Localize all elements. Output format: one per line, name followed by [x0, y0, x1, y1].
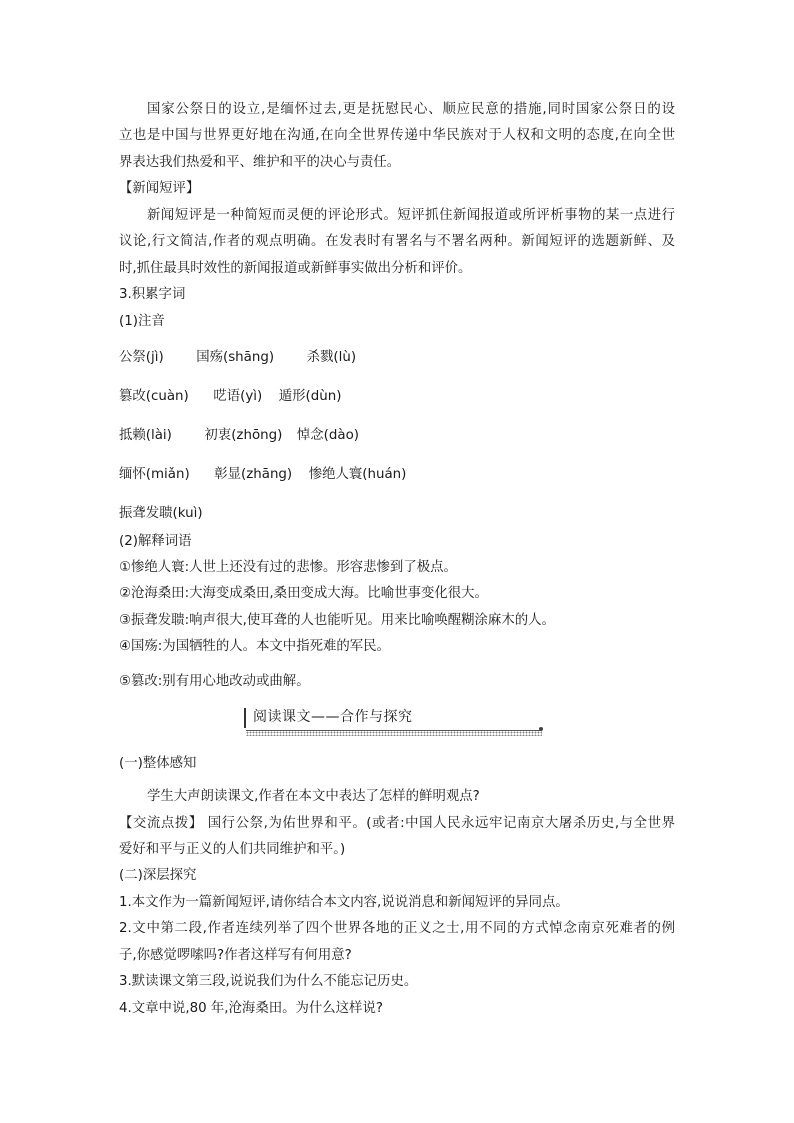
deep-question-2-line-1: 2.文中第二段,作者连续列举了四个世界各地的正义之士,用不同的方式悼念南京死难者的例 — [119, 921, 675, 936]
pron-item: 抵赖(lài) — [119, 428, 172, 443]
pron-item: 遁形(dùn) — [278, 389, 342, 404]
news-comment-line-2: 议论,行文简洁,作者的观点明确。在发表时有署名与不署名两种。新闻短评的选题新鲜、及 — [119, 234, 675, 249]
pron-item: 悼念(dào) — [296, 428, 360, 443]
definition-item: ①惨绝人寰:人世上还没有过的悲惨。形容悲惨到了极点。 — [119, 560, 457, 575]
definition-item: ②沧海桑田:大海变成桑田,桑田变成大海。比喻世事变化很大。 — [119, 586, 488, 601]
pron-item: 篡改(cuàn) — [119, 389, 189, 404]
pron-item: 杀戮(lù) — [306, 350, 357, 365]
definition-item: ④国殇:为国牺牲的人。本文中指死难的军民。 — [119, 639, 390, 654]
news-comment-line-1: 新闻短评是一种简短而灵便的评论形式。短评抓住新闻报道或所评析事物的某一点进行 — [147, 208, 675, 223]
pron-item: 公祭(jì) — [119, 350, 164, 365]
overall-heading: (一)整体感知 — [119, 756, 197, 771]
pron-row-4 — [119, 465, 406, 485]
pron-row-5 — [119, 504, 203, 524]
section-banner-title: 阅读课文——合作与探究 — [253, 709, 413, 725]
pron-item: 国殇(shāng) — [196, 350, 275, 365]
intro-line-2: 立也是中国与世界更好地在沟通,在向全世界传递中华民族对于人权和文明的态度,在向全世 — [119, 128, 675, 143]
section-banner — [244, 705, 542, 731]
deep-heading: (二)深层探究 — [119, 868, 197, 883]
news-comment-heading: 【新闻短评】 — [119, 181, 200, 196]
deep-question-4: 4.文章中说,80 年,沧海桑田。为什么这样说? — [119, 1001, 383, 1016]
pron-row-1 — [119, 348, 356, 368]
pron-item: 振聋发聩(kuì) — [119, 506, 203, 521]
overall-question: 学生大声朗读课文,作者在本文中表达了怎样的鲜明观点? — [147, 789, 480, 804]
overall-answer-line-2: 爱好和平与正义的人们共同维护和平。) — [119, 842, 346, 857]
definition-item: ⑤篡改:别有用心地改动或曲解。 — [119, 674, 310, 689]
news-comment-line-3: 时,抓住最具时效性的新闻报道或新鲜事实做出分析和评价。 — [119, 261, 472, 276]
intro-line-1: 国家公祭日的设立,是缅怀过去,更是抚慰民心、顺应民意的措施,同时国家公祭日的设 — [147, 102, 675, 117]
banner-dotted-rule — [246, 730, 542, 736]
pron-item: 彰显(zhāng) — [214, 467, 293, 482]
pron-item: 呓语(yì) — [213, 389, 263, 404]
pron-row-3 — [119, 426, 359, 446]
intro-line-3: 界表达我们热爱和平、维护和平的决心与责任。 — [119, 155, 401, 170]
pron-item: 初衷(zhōng) — [204, 428, 283, 443]
banner-bar — [244, 708, 246, 728]
deep-question-3: 3.默读课文第三段,说说我们为什么不能忘记历史。 — [119, 974, 418, 989]
definition-item: ③振聋发聩:响声很大,使耳聋的人也能听见。用来比喻唤醒糊涂麻木的人。 — [119, 613, 555, 628]
banner-end-dot — [539, 727, 543, 731]
pron-item: 惨绝人寰(huán) — [308, 467, 407, 482]
overall-answer-line-1: 【交流点拨】 国行公祭,为佑世界和平。(或者:中国人民永远牢记南京大屠杀历史,与全世界 — [119, 816, 675, 831]
vocab-heading: 3.积累字词 — [119, 287, 186, 302]
pronunciation-heading: (1)注音 — [119, 314, 165, 329]
deep-question-2-line-2: 子,你感觉啰嗦吗?作者这样写有何用意? — [119, 948, 352, 963]
pron-row-2 — [119, 387, 341, 407]
definitions-heading: (2)解释词语 — [119, 534, 192, 549]
deep-question-1: 1.本文作为一篇新闻短评,请你结合本文内容,说说消息和新闻短评的异同点。 — [119, 895, 569, 910]
pron-item: 缅怀(miǎn) — [119, 467, 190, 482]
